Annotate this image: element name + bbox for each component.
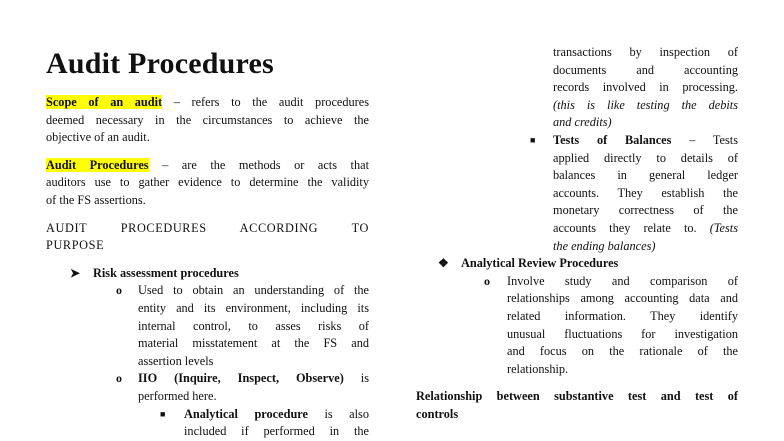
diamond-bullet-icon: ❖ <box>438 256 449 271</box>
circle-bullet-icon: o <box>116 371 122 386</box>
page-title: Audit Procedures <box>46 47 274 80</box>
circle-bullet-icon: o <box>116 283 122 298</box>
square-bullet-icon: ■ <box>160 408 166 419</box>
circle-bullet-icon: o <box>484 273 490 288</box>
square-bullet-icon: ■ <box>530 134 536 145</box>
risk-assessment-item: ➤ Risk assessment procedures <box>46 265 369 283</box>
left-column <box>46 44 369 441</box>
right-column <box>416 44 738 423</box>
analytical-review-item: ❖ Analytical Review Procedures <box>416 255 738 273</box>
procedures-term: Audit Procedures <box>46 157 149 172</box>
arrow-bullet-icon: ➤ <box>70 265 81 280</box>
scope-paragraph: Scope of an audit – refers to the audit procedures deemed necessary in the circumstances to achieve the objective of an audit. <box>46 95 369 145</box>
continued-text: transactions by inspection of documents and accounting records involved in processing. (this is like testing the debits and credits) <box>553 45 738 130</box>
purpose-heading: AUDIT PROCEDURES ACCORDING TO PURPOSE <box>46 220 369 253</box>
analytical-review-detail: o Involve study and comparison of relationships among accounting data and related information. They identify unusual fluctuations for investigation and focus on the rationale of the relationship. <box>484 273 738 376</box>
risk-subitem-1: o Used to obtain an understanding of the entity and its environment, including its internal control, to asses risks of material misstatement at the FS and assertion levels <box>116 283 369 368</box>
scope-term: Scope of an audit <box>46 95 163 109</box>
analytical-procedure-item: ■ Analytical procedure is also included if performed in the <box>160 406 369 439</box>
procedures-paragraph: Audit Procedures – are the methods or acts that auditors use to gather evidence to determine the validity of the FS assertions. <box>46 157 369 207</box>
tests-of-balances-item: ■ Tests of Balances – Tests applied directly to details of balances in general ledger accounts. They establish the monetary correctness of the accounts they relate to. (Tests the ending balances) <box>530 132 739 253</box>
relationship-heading: Relationship between substantive test and test of controls <box>416 389 738 421</box>
risk-subitem-2: o IIO (Inquire, Inspect, Observe) is performed here. <box>116 371 369 403</box>
